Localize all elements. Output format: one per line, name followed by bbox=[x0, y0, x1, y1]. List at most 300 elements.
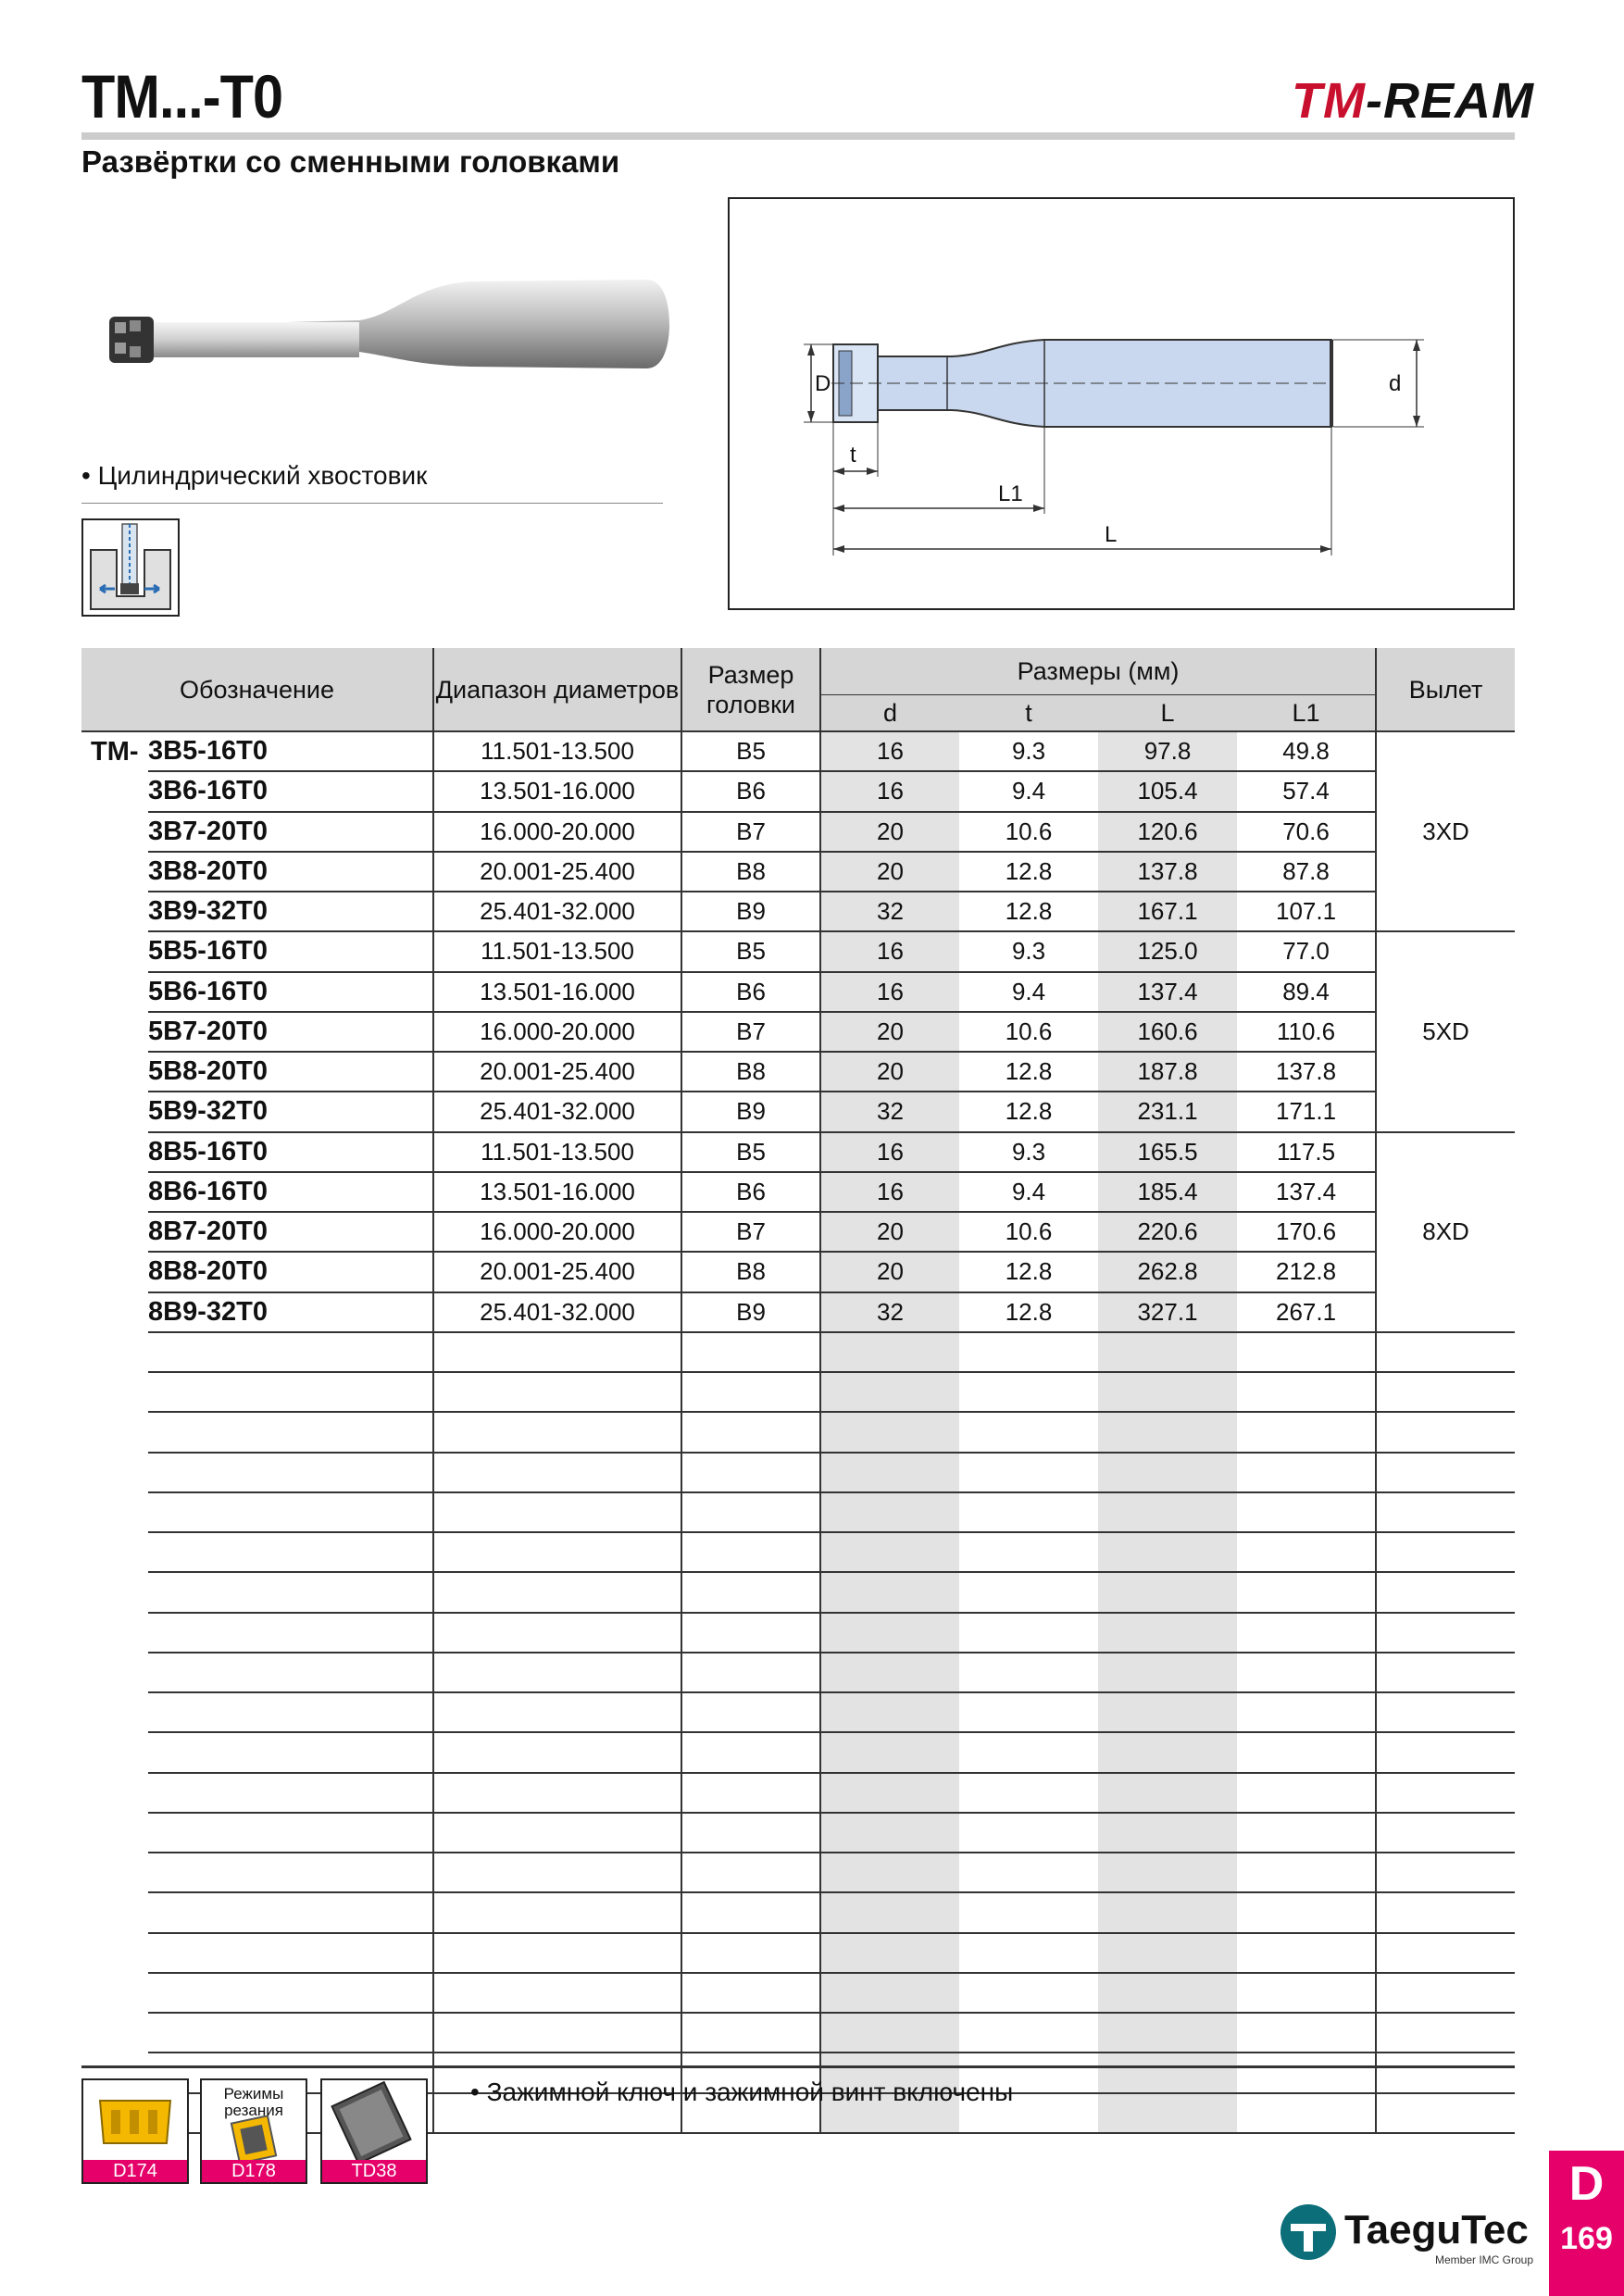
empty-cell bbox=[959, 1532, 1098, 1572]
empty-cell bbox=[681, 1692, 820, 1732]
empty-cell bbox=[1376, 1813, 1515, 1853]
dim-t: 12.8 bbox=[959, 1292, 1098, 1332]
head-size: B8 bbox=[681, 1052, 820, 1092]
dim-L: 327.1 bbox=[1098, 1292, 1237, 1332]
section-page-tab bbox=[1549, 2151, 1624, 2296]
designation-code: 3B7-20T0 bbox=[148, 812, 433, 852]
diameter-range: 13.501-16.000 bbox=[433, 972, 681, 1012]
col-header-designation: Обозначение bbox=[81, 648, 433, 731]
empty-cell bbox=[81, 1933, 148, 1973]
dim-d: 20 bbox=[820, 1052, 959, 1092]
designation-code: 8B5-16T0 bbox=[148, 1132, 433, 1172]
clamp-note: • Зажимной ключ и зажимной винт включены bbox=[470, 2078, 1014, 2106]
note-divider bbox=[81, 503, 663, 504]
dim-d: 32 bbox=[820, 892, 959, 931]
dim-label-d: d bbox=[1389, 371, 1402, 396]
table-row bbox=[81, 1052, 1515, 1092]
dim-L: 137.4 bbox=[1098, 972, 1237, 1012]
dim-L1: 57.4 bbox=[1237, 771, 1376, 811]
dim-t: 9.3 bbox=[959, 1132, 1098, 1172]
company-name: TaeguTec bbox=[1344, 2207, 1529, 2252]
head-size: B5 bbox=[681, 1132, 820, 1172]
dim-d: 20 bbox=[820, 812, 959, 852]
empty-cell bbox=[148, 1973, 433, 2013]
empty-cell bbox=[81, 1613, 148, 1653]
empty-cell bbox=[959, 2013, 1098, 2053]
tm-ream-logo: TM-REAM bbox=[1292, 73, 1534, 129]
dim-label-L: L bbox=[1105, 522, 1118, 547]
diameter-range: 16.000-20.000 bbox=[433, 1212, 681, 1252]
empty-cell bbox=[1376, 1572, 1515, 1612]
empty-cell bbox=[433, 1492, 681, 1532]
dim-L: 262.8 bbox=[1098, 1252, 1237, 1292]
empty-cell bbox=[1098, 1773, 1237, 1813]
dim-L1: 110.6 bbox=[1237, 1012, 1376, 1052]
head-size: B5 bbox=[681, 731, 820, 771]
table-row-empty bbox=[81, 1773, 1515, 1813]
diameter-range: 11.501-13.500 bbox=[433, 731, 681, 771]
table-row bbox=[81, 1092, 1515, 1131]
dim-d: 16 bbox=[820, 972, 959, 1012]
empty-cell bbox=[148, 1572, 433, 1612]
head-size: B9 bbox=[681, 1292, 820, 1332]
col-header-t: t bbox=[959, 695, 1098, 732]
dim-d: 16 bbox=[820, 931, 959, 971]
empty-cell bbox=[1237, 2093, 1376, 2133]
diameter-range: 25.401-32.000 bbox=[433, 1092, 681, 1131]
empty-cell bbox=[959, 1692, 1098, 1732]
empty-cell bbox=[1098, 2053, 1237, 2092]
dim-t: 10.6 bbox=[959, 1212, 1098, 1252]
designation-prefix: TM- bbox=[91, 736, 139, 767]
dim-L1: 212.8 bbox=[1237, 1252, 1376, 1292]
dim-t: 12.8 bbox=[959, 892, 1098, 931]
badge-ref: TD38 bbox=[322, 2160, 426, 2182]
empty-cell bbox=[1098, 1813, 1237, 1853]
empty-cell bbox=[1237, 1933, 1376, 1973]
empty-cell bbox=[681, 1773, 820, 1813]
empty-cell bbox=[959, 1892, 1098, 1932]
empty-cell bbox=[681, 1453, 820, 1492]
dim-t: 9.4 bbox=[959, 771, 1098, 811]
head-size: B6 bbox=[681, 972, 820, 1012]
empty-cell bbox=[81, 1453, 148, 1492]
empty-cell bbox=[959, 1572, 1098, 1612]
empty-cell bbox=[433, 1773, 681, 1813]
empty-cell bbox=[959, 1492, 1098, 1532]
dim-L1: 170.6 bbox=[1237, 1212, 1376, 1252]
empty-cell bbox=[1098, 2093, 1237, 2133]
dim-L: 231.1 bbox=[1098, 1092, 1237, 1131]
diameter-range: 20.001-25.400 bbox=[433, 1252, 681, 1292]
empty-cell bbox=[433, 1813, 681, 1853]
empty-cell bbox=[148, 1732, 433, 1772]
empty-cell bbox=[681, 2013, 820, 2053]
table-row-empty bbox=[81, 1332, 1515, 1372]
empty-cell bbox=[959, 1613, 1098, 1653]
dim-L: 120.6 bbox=[1098, 812, 1237, 852]
dim-L: 220.6 bbox=[1098, 1212, 1237, 1252]
empty-cell bbox=[148, 1653, 433, 1692]
dim-d: 20 bbox=[820, 1252, 959, 1292]
head-size: B7 bbox=[681, 1212, 820, 1252]
designation-code: 8B6-16T0 bbox=[148, 1172, 433, 1212]
diameter-range: 13.501-16.000 bbox=[433, 1172, 681, 1212]
empty-cell bbox=[433, 1372, 681, 1412]
empty-cell bbox=[81, 1372, 148, 1412]
dim-label-t: t bbox=[850, 443, 856, 468]
table-row-empty bbox=[81, 1572, 1515, 1612]
empty-cell bbox=[433, 1572, 681, 1612]
empty-cell bbox=[81, 1853, 148, 1892]
empty-cell bbox=[81, 1732, 148, 1772]
head-size: B7 bbox=[681, 1012, 820, 1052]
empty-cell bbox=[1376, 2053, 1515, 2092]
empty-cell bbox=[959, 1332, 1098, 1372]
diameter-range: 25.401-32.000 bbox=[433, 1292, 681, 1332]
empty-cell bbox=[1376, 1773, 1515, 1813]
table-row bbox=[81, 1132, 1515, 1172]
table-row-empty bbox=[81, 2013, 1515, 2053]
empty-cell bbox=[1098, 2013, 1237, 2053]
designation-code: 3B8-20T0 bbox=[148, 852, 433, 892]
empty-cell bbox=[681, 1973, 820, 2013]
designation-prefix-blank bbox=[81, 931, 148, 971]
dim-L1: 70.6 bbox=[1237, 812, 1376, 852]
empty-cell bbox=[681, 1732, 820, 1772]
empty-cell bbox=[1237, 1853, 1376, 1892]
table-row bbox=[81, 972, 1515, 1012]
diameter-range: 16.000-20.000 bbox=[433, 812, 681, 852]
designation-code: 5B7-20T0 bbox=[148, 1012, 433, 1052]
dim-L1: 49.8 bbox=[1237, 731, 1376, 771]
overhang-value: 5XD bbox=[1376, 931, 1515, 1131]
designation-code: 3B5-16T0 bbox=[148, 731, 433, 771]
empty-cell bbox=[1376, 1692, 1515, 1732]
empty-cell bbox=[1237, 1372, 1376, 1412]
empty-cell bbox=[1237, 1973, 1376, 2013]
empty-cell bbox=[681, 1653, 820, 1692]
dim-t: 9.4 bbox=[959, 1172, 1098, 1212]
empty-cell bbox=[820, 1973, 959, 2013]
head-size: B9 bbox=[681, 892, 820, 931]
overhang-value: 3XD bbox=[1376, 731, 1515, 931]
table-row-empty bbox=[81, 1892, 1515, 1932]
diameter-range: 20.001-25.400 bbox=[433, 1052, 681, 1092]
designation-prefix-blank bbox=[81, 972, 148, 1012]
reamer-photo-icon bbox=[81, 268, 674, 407]
dim-label-L1: L1 bbox=[998, 481, 1023, 506]
designation-prefix-blank bbox=[81, 1172, 148, 1212]
reamer-head-icon[interactable] bbox=[81, 2078, 189, 2184]
table-row-empty bbox=[81, 1853, 1515, 1892]
head-size: B7 bbox=[681, 812, 820, 852]
badge-ref: D174 bbox=[83, 2160, 187, 2182]
empty-cell bbox=[1098, 1532, 1237, 1572]
dim-L1: 107.1 bbox=[1237, 892, 1376, 931]
empty-cell bbox=[1376, 1332, 1515, 1372]
empty-cell bbox=[148, 1813, 433, 1853]
empty-cell bbox=[1237, 1332, 1376, 1372]
empty-cell bbox=[1237, 1532, 1376, 1572]
dim-d: 20 bbox=[820, 1212, 959, 1252]
empty-cell bbox=[681, 1813, 820, 1853]
empty-cell bbox=[433, 1692, 681, 1732]
head-size: B8 bbox=[681, 852, 820, 892]
empty-cell bbox=[81, 1813, 148, 1853]
col-header-overhang: Вылет bbox=[1376, 648, 1515, 731]
dimension-drawing bbox=[728, 197, 1515, 610]
empty-cell bbox=[1098, 1453, 1237, 1492]
empty-cell bbox=[820, 1933, 959, 1973]
head-size: B6 bbox=[681, 1172, 820, 1212]
empty-cell bbox=[820, 1492, 959, 1532]
dim-label-D: D bbox=[815, 371, 831, 396]
dim-L1: 89.4 bbox=[1237, 972, 1376, 1012]
empty-cell bbox=[81, 1492, 148, 1532]
designation-prefix-blank bbox=[81, 812, 148, 852]
col-header-L: L bbox=[1098, 695, 1237, 732]
empty-cell bbox=[1376, 1372, 1515, 1412]
dim-L1: 137.4 bbox=[1237, 1172, 1376, 1212]
empty-cell bbox=[681, 1572, 820, 1612]
empty-cell bbox=[820, 1813, 959, 1853]
empty-cell bbox=[1098, 1492, 1237, 1532]
dim-t: 12.8 bbox=[959, 1252, 1098, 1292]
empty-cell bbox=[681, 1332, 820, 1372]
table-row-empty bbox=[81, 1653, 1515, 1692]
diameter-range: 11.501-13.500 bbox=[433, 1132, 681, 1172]
empty-cell bbox=[681, 1492, 820, 1532]
dim-d: 16 bbox=[820, 1172, 959, 1212]
col-header-diameter-range: Диапазон диаметров bbox=[433, 648, 681, 731]
technical-guide-icon[interactable] bbox=[320, 2078, 428, 2184]
dim-L: 105.4 bbox=[1098, 771, 1237, 811]
empty-cell bbox=[1237, 1572, 1376, 1612]
dim-L: 97.8 bbox=[1098, 731, 1237, 771]
empty-cell bbox=[820, 1853, 959, 1892]
table-row bbox=[81, 1252, 1515, 1292]
empty-cell bbox=[433, 1453, 681, 1492]
table-row-empty bbox=[81, 1492, 1515, 1532]
empty-cell bbox=[1098, 1732, 1237, 1772]
table-row-empty bbox=[81, 1412, 1515, 1452]
empty-cell bbox=[1098, 1892, 1237, 1932]
dim-t: 9.3 bbox=[959, 731, 1098, 771]
empty-cell bbox=[1098, 1653, 1237, 1692]
designation-code: 8B9-32T0 bbox=[148, 1292, 433, 1332]
empty-cell bbox=[959, 1372, 1098, 1412]
empty-cell bbox=[81, 1892, 148, 1932]
spec-table-body bbox=[81, 731, 1515, 2133]
page-number: 169 bbox=[1560, 2221, 1613, 2256]
empty-cell bbox=[148, 1853, 433, 1892]
table-row bbox=[81, 812, 1515, 852]
empty-cell bbox=[959, 1853, 1098, 1892]
empty-cell bbox=[1237, 1613, 1376, 1653]
shank-note: • Цилиндрический хвостовик bbox=[81, 461, 428, 490]
empty-cell bbox=[1098, 1332, 1237, 1372]
empty-cell bbox=[148, 1692, 433, 1732]
designation-code: 8B7-20T0 bbox=[148, 1212, 433, 1252]
dim-L1: 77.0 bbox=[1237, 931, 1376, 971]
table-row bbox=[81, 852, 1515, 892]
empty-cell bbox=[148, 1892, 433, 1932]
table-row-empty bbox=[81, 1732, 1515, 1772]
designation-prefix-blank bbox=[81, 771, 148, 811]
empty-cell bbox=[433, 2013, 681, 2053]
empty-cell bbox=[1098, 1973, 1237, 2013]
empty-cell bbox=[820, 1372, 959, 1412]
empty-cell bbox=[1376, 1892, 1515, 1932]
designation-code: 5B9-32T0 bbox=[148, 1092, 433, 1131]
empty-cell bbox=[148, 1773, 433, 1813]
dim-d: 32 bbox=[820, 1092, 959, 1131]
designation-prefix-blank bbox=[81, 1012, 148, 1052]
empty-cell bbox=[1237, 1453, 1376, 1492]
cutting-data-icon[interactable] bbox=[200, 2078, 307, 2184]
empty-cell bbox=[1376, 1412, 1515, 1452]
table-row bbox=[81, 1212, 1515, 1252]
table-row bbox=[81, 1292, 1515, 1332]
empty-cell bbox=[433, 1412, 681, 1452]
header-rule bbox=[81, 132, 1515, 140]
empty-cell bbox=[81, 2013, 148, 2053]
empty-cell bbox=[1098, 1412, 1237, 1452]
empty-cell bbox=[148, 1412, 433, 1452]
table-row-empty bbox=[81, 1532, 1515, 1572]
table-row-empty bbox=[81, 1973, 1515, 2013]
taegutec-emblem-icon bbox=[1278, 2202, 1339, 2263]
empty-cell bbox=[433, 1853, 681, 1892]
designation-prefix-blank bbox=[81, 892, 148, 931]
empty-cell bbox=[820, 1412, 959, 1452]
dim-L: 125.0 bbox=[1098, 931, 1237, 971]
empty-cell bbox=[1098, 1613, 1237, 1653]
dim-t: 10.6 bbox=[959, 1012, 1098, 1052]
empty-cell bbox=[820, 1613, 959, 1653]
empty-cell bbox=[820, 1692, 959, 1732]
designation-prefix-blank bbox=[81, 1092, 148, 1131]
dim-t: 12.8 bbox=[959, 852, 1098, 892]
empty-cell bbox=[1098, 1692, 1237, 1732]
empty-cell bbox=[148, 1613, 433, 1653]
empty-cell bbox=[433, 1653, 681, 1692]
table-row-empty bbox=[81, 1813, 1515, 1853]
empty-cell bbox=[1376, 1732, 1515, 1772]
designation-prefix-blank bbox=[81, 1292, 148, 1332]
empty-cell bbox=[959, 1933, 1098, 1973]
designation-code: 5B5-16T0 bbox=[148, 931, 433, 971]
empty-cell bbox=[681, 1412, 820, 1452]
empty-cell bbox=[1098, 1933, 1237, 1973]
table-row-empty bbox=[81, 1372, 1515, 1412]
empty-cell bbox=[820, 1572, 959, 1612]
empty-cell bbox=[820, 1773, 959, 1813]
empty-cell bbox=[81, 1572, 148, 1612]
empty-cell bbox=[81, 1692, 148, 1732]
empty-cell bbox=[1376, 1653, 1515, 1692]
table-row bbox=[81, 931, 1515, 971]
empty-cell bbox=[81, 1773, 148, 1813]
empty-cell bbox=[1237, 1412, 1376, 1452]
dim-L: 137.8 bbox=[1098, 852, 1237, 892]
empty-cell bbox=[433, 1892, 681, 1932]
empty-cell bbox=[681, 1853, 820, 1892]
empty-cell bbox=[148, 2013, 433, 2053]
dim-d: 20 bbox=[820, 1012, 959, 1052]
empty-cell bbox=[959, 1732, 1098, 1772]
head-size: B9 bbox=[681, 1092, 820, 1131]
empty-cell bbox=[433, 1973, 681, 2013]
empty-cell bbox=[148, 1532, 433, 1572]
designation-code: 3B9-32T0 bbox=[148, 892, 433, 931]
head-size: B5 bbox=[681, 931, 820, 971]
empty-cell bbox=[959, 1653, 1098, 1692]
empty-cell bbox=[81, 1332, 148, 1372]
dim-L1: 87.8 bbox=[1237, 852, 1376, 892]
empty-cell bbox=[1237, 1732, 1376, 1772]
empty-cell bbox=[1376, 1973, 1515, 2013]
dim-L: 167.1 bbox=[1098, 892, 1237, 931]
empty-cell bbox=[1376, 1933, 1515, 1973]
dim-t: 9.3 bbox=[959, 931, 1098, 971]
empty-cell bbox=[681, 1372, 820, 1412]
empty-cell bbox=[433, 1933, 681, 1973]
dim-L: 187.8 bbox=[1098, 1052, 1237, 1092]
designation-code: 5B8-20T0 bbox=[148, 1052, 433, 1092]
empty-cell bbox=[148, 1372, 433, 1412]
empty-cell bbox=[820, 1453, 959, 1492]
empty-cell bbox=[681, 1933, 820, 1973]
empty-cell bbox=[1376, 2013, 1515, 2053]
empty-cell bbox=[81, 1532, 148, 1572]
designation-prefix-blank bbox=[81, 1252, 148, 1292]
internal-reaming-icon bbox=[81, 518, 180, 617]
empty-cell bbox=[1098, 1853, 1237, 1892]
empty-cell bbox=[681, 1613, 820, 1653]
table-bottom-rule bbox=[81, 2065, 1515, 2068]
dim-L: 165.5 bbox=[1098, 1132, 1237, 1172]
col-header-L1: L1 bbox=[1237, 695, 1376, 732]
empty-cell bbox=[820, 1653, 959, 1692]
empty-cell bbox=[1237, 2013, 1376, 2053]
dim-d: 32 bbox=[820, 1292, 959, 1332]
dim-L1: 171.1 bbox=[1237, 1092, 1376, 1131]
table-row bbox=[81, 1012, 1515, 1052]
col-header-d: d bbox=[820, 695, 959, 732]
diameter-range: 11.501-13.500 bbox=[433, 931, 681, 971]
empty-cell bbox=[81, 1653, 148, 1692]
page-title: TM...-T0 bbox=[81, 62, 283, 131]
empty-cell bbox=[81, 1973, 148, 2013]
empty-cell bbox=[820, 1332, 959, 1372]
section-letter: D bbox=[1568, 2157, 1605, 2211]
empty-cell bbox=[1376, 1453, 1515, 1492]
empty-cell bbox=[1237, 1773, 1376, 1813]
page-subtitle: Развёртки со сменными головками bbox=[81, 144, 620, 179]
empty-cell bbox=[681, 1892, 820, 1932]
empty-cell bbox=[1237, 1813, 1376, 1853]
empty-cell bbox=[820, 1892, 959, 1932]
empty-cell bbox=[433, 1532, 681, 1572]
dim-t: 12.8 bbox=[959, 1092, 1098, 1131]
empty-cell bbox=[959, 1453, 1098, 1492]
dim-d: 16 bbox=[820, 731, 959, 771]
designation-code: 8B8-20T0 bbox=[148, 1252, 433, 1292]
badge-caption: Режимы резания bbox=[223, 2085, 284, 2119]
dim-L1: 267.1 bbox=[1237, 1292, 1376, 1332]
